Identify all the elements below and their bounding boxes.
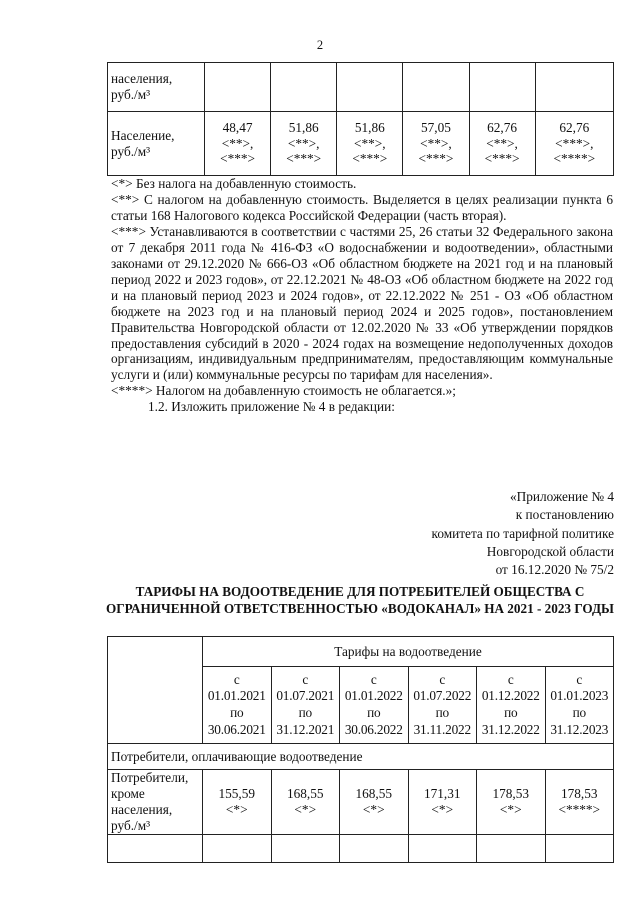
footnote-ref: <*>	[431, 801, 454, 817]
table-cell	[337, 112, 403, 176]
footnote-1: <*> Без налога на добавленную стоимость.	[111, 176, 357, 191]
period-to-label: по	[367, 705, 381, 720]
table-cell	[271, 63, 337, 112]
period-from-label: с	[576, 671, 583, 687]
tariff-value: 178,53	[492, 785, 530, 801]
table-row	[108, 744, 614, 770]
document-title	[100, 583, 620, 618]
title-line: ТАРИФЫ НА ВОДООТВЕДЕНИЕ ДЛЯ ПОТРЕБИТЕЛЕЙ ОБЩЕСТВА С	[135, 584, 585, 599]
footnote-ref: <***>	[484, 151, 520, 167]
table-cell	[535, 63, 613, 112]
footnote-ref: <*>	[499, 801, 522, 817]
period-from-label: с	[233, 671, 240, 687]
period-to-label: по	[504, 705, 518, 720]
table-cell	[469, 112, 535, 176]
table-cell	[271, 834, 340, 862]
appendix-line: к постановлению	[515, 507, 614, 523]
period-from-label: с	[370, 671, 377, 687]
appendix-line: комитета по тарифной политике	[431, 525, 614, 541]
table-cell	[205, 112, 271, 176]
period-end: 30.06.2021	[207, 721, 266, 737]
appendix-line: Новгородской области	[486, 544, 614, 560]
population-tariff-table-fragment	[107, 62, 614, 176]
table-row	[108, 63, 614, 112]
period-start: 01.01.2022	[344, 688, 403, 704]
footnote-ref: <*>	[294, 801, 317, 817]
period-start: 01.12.2022	[481, 688, 540, 704]
tariff-value: 51,86	[354, 119, 385, 135]
table-row	[108, 112, 614, 176]
tariff-value: 171,31	[423, 785, 461, 801]
period-to-label: по	[435, 705, 449, 720]
table-header: Тарифы на водоотведение	[203, 637, 614, 667]
table-row-continued	[108, 834, 614, 862]
table-cell	[108, 834, 203, 862]
table-header-row	[108, 637, 614, 667]
table-cell	[340, 770, 409, 835]
tariff-value: 62,76	[559, 119, 590, 135]
footnote-ref: <*>	[362, 801, 385, 817]
table-cell	[203, 834, 272, 862]
footnote-ref: <**>,	[221, 135, 254, 151]
footnote-ref: <***>	[286, 151, 322, 167]
footnotes	[111, 176, 613, 415]
tariff-value: 178,53	[560, 785, 598, 801]
table-cell	[477, 834, 546, 862]
footnote-2: <**> С налогом на добавленную стоимость. Выделяется в целях реализации пункта 6 статьи 168 Налогового кодекса Российской Федерации (часть вторая).	[111, 191, 613, 223]
row-label: Население, руб./м³	[108, 112, 205, 176]
period-to-label: по	[572, 705, 586, 720]
tariff-value: 168,55	[286, 785, 324, 801]
title-line: ОГРАНИЧЕННОЙ ОТВЕТСТВЕННОСТЬЮ «ВОДОКАНАЛ» НА 2021 - 2023 ГОДЫ	[105, 601, 615, 617]
footnote-3: <***> Устанавливаются в соответствии с частями 25, 26 статьи 32 Федерального закона от 7 декабря 2011 года № 416-ФЗ «О водоснабжении и водоотведении», областными законами от 29.12.2020 № 666-ОЗ «Об областном бюджете на 2021 год и на плановый период 2022 и 2023 годов», от 22.12.2021 № 48-ОЗ «Об областном бюджете на 2022 год и на плановый период 2023 и 2024 годов», от 22.12.2022 № 251 - ОЗ «Об областном бюджете на 2023 год и на плановый период 2024 и 2025 годов», постановлением Правительства Новгородской области от 12.02.2020 № 33 «Об утверждении порядков предоставления субсидий в 2020 - 2024 годах на возмещение недополученных доходов организациям, индивидуальным предпринимателям, предоставляющим коммунальные услуги и (или) коммунальные ресурсы по тарифам для населения».	[111, 223, 613, 383]
amendment-item: 1.2. Изложить приложение № 4 в редакции:	[148, 399, 395, 415]
footnote-ref: <**>,	[486, 135, 518, 151]
period-end: 31.12.2023	[550, 721, 609, 737]
footnote-ref: <***>,	[555, 135, 594, 151]
period-from-label: с	[439, 671, 446, 687]
table-cell	[408, 770, 477, 835]
table-cell	[535, 112, 613, 176]
table-cell	[337, 63, 403, 112]
table-cell	[271, 770, 340, 835]
appendix-line: «Приложение № 4	[510, 489, 614, 504]
period-cell	[477, 667, 546, 744]
table-cell	[340, 834, 409, 862]
header-empty-cell	[108, 637, 203, 744]
wastewater-tariff-table	[107, 636, 614, 863]
table-cell	[203, 770, 272, 835]
consumers-group-row: Потребители, оплачивающие водоотведение	[108, 744, 614, 770]
tariff-value: 57,05	[420, 119, 451, 135]
table-cell	[477, 770, 546, 835]
footnote-4: <****> Налогом на добавленную стоимость не облагается.»;	[111, 383, 456, 399]
footnote-ref: <**>,	[420, 135, 452, 151]
page-number: 2	[316, 38, 324, 52]
period-end: 30.06.2022	[344, 721, 403, 737]
period-cell	[271, 667, 340, 744]
footnote-ref: <****>	[558, 801, 601, 817]
tariff-value: 48,47	[222, 119, 253, 135]
row-label: населения, руб./м³	[108, 63, 205, 112]
period-end: 31.12.2022	[481, 721, 540, 737]
period-start: 01.01.2021	[207, 688, 266, 704]
period-cell	[340, 667, 409, 744]
tariff-value: 51,86	[288, 119, 319, 135]
period-end: 31.11.2022	[413, 721, 471, 737]
footnote-ref: <***>	[220, 151, 256, 167]
table-row	[108, 770, 614, 835]
period-cell	[203, 667, 272, 744]
period-start: 01.01.2023	[550, 688, 609, 704]
tariff-value: 168,55	[355, 785, 393, 801]
tariff-value: 155,59	[218, 785, 256, 801]
table-cell	[545, 834, 614, 862]
table-cell	[271, 112, 337, 176]
footnote-ref: <*>	[225, 801, 248, 817]
table-cell	[403, 112, 469, 176]
period-start: 01.07.2021	[276, 688, 335, 704]
row-label: Потребители, кроме населения, руб./м³	[108, 770, 203, 835]
footnote-ref: <****>	[553, 151, 596, 167]
period-start: 01.07.2022	[413, 688, 472, 704]
period-cell	[545, 667, 614, 744]
table-cell	[545, 770, 614, 835]
table-cell	[403, 63, 469, 112]
footnote-ref: <***>	[418, 151, 454, 167]
period-to-label: по	[230, 705, 244, 720]
tariff-value: 62,76	[487, 119, 518, 135]
period-from-label: с	[507, 671, 514, 687]
footnote-ref: <**>,	[287, 135, 320, 151]
table-cell	[469, 63, 535, 112]
period-to-label: по	[298, 705, 312, 720]
period-cell	[408, 667, 477, 744]
period-from-label: с	[302, 671, 309, 687]
appendix-header	[432, 488, 614, 580]
footnote-ref: <***>	[352, 151, 388, 167]
period-end: 31.12.2021	[276, 721, 335, 737]
footnote-ref: <**>,	[354, 135, 386, 151]
table-cell	[408, 834, 477, 862]
table-cell	[205, 63, 271, 112]
appendix-line: от 16.12.2020 № 75/2	[495, 562, 614, 578]
